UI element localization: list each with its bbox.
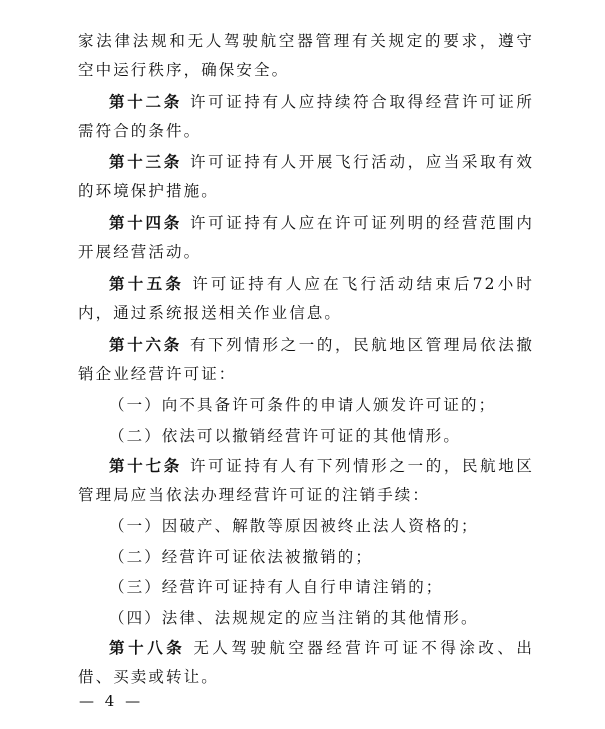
article-18 xyxy=(78,634,534,692)
article-number: 第十八条 xyxy=(109,639,186,657)
article-16 xyxy=(78,331,534,389)
list-item xyxy=(78,573,534,602)
paragraph-text: 家法律法规和无人驾驶航空器管理有关规定的要求，遵守空中运行秩序，确保安全。 xyxy=(78,32,534,79)
list-item-text: （一）因破产、解散等原因被终止法人资格的； xyxy=(109,517,479,535)
article-13 xyxy=(78,148,534,206)
article-17 xyxy=(78,452,534,510)
article-text: 许可证持有人应在飞行活动结束后72小时内，通过系统报送相关作业信息。 xyxy=(78,275,534,322)
article-number: 第十七条 xyxy=(109,457,182,475)
article-text: 许可证持有人有下列情形之一的，民航地区管理局应当依法办理经营许可证的注销手续： xyxy=(78,457,534,504)
article-text: 有下列情形之一的，民航地区管理局依法撤销企业经营许可证： xyxy=(78,336,534,383)
article-number: 第十六条 xyxy=(109,336,182,354)
list-item xyxy=(78,422,534,451)
list-item-text: （二）依法可以撤销经营许可证的其他情形。 xyxy=(109,427,462,445)
list-item-text: （二）经营许可证依法被撤销的； xyxy=(109,548,374,566)
list-item-text: （四）法律、法规规定的应当注销的其他情形。 xyxy=(109,609,479,627)
article-12 xyxy=(78,88,534,146)
continuation-paragraph xyxy=(78,27,534,85)
article-14 xyxy=(78,209,534,267)
list-item xyxy=(78,604,534,633)
article-number: 第十五条 xyxy=(109,275,185,293)
article-text: 许可证持有人开展飞行活动，应当采取有效的环境保护措施。 xyxy=(78,153,534,200)
article-number: 第十四条 xyxy=(109,214,182,232)
list-item xyxy=(78,543,534,572)
article-text: 许可证持有人应在许可证列明的经营范围内开展经营活动。 xyxy=(78,214,534,261)
article-number: 第十二条 xyxy=(109,93,182,111)
page-number: — 4 — xyxy=(79,692,144,710)
article-text: 无人驾驶航空器经营许可证不得涂改、出借、买卖或转让。 xyxy=(78,639,534,686)
article-number: 第十三条 xyxy=(109,153,182,171)
article-text: 许可证持有人应持续符合取得经营许可证所需符合的条件。 xyxy=(78,93,534,140)
list-item-text: （一）向不具备许可条件的申请人颁发许可证的； xyxy=(109,396,497,414)
list-item-text: （三）经营许可证持有人自行申请注销的； xyxy=(109,578,444,596)
list-item xyxy=(78,391,534,420)
article-15 xyxy=(78,270,534,328)
list-item xyxy=(78,512,534,541)
